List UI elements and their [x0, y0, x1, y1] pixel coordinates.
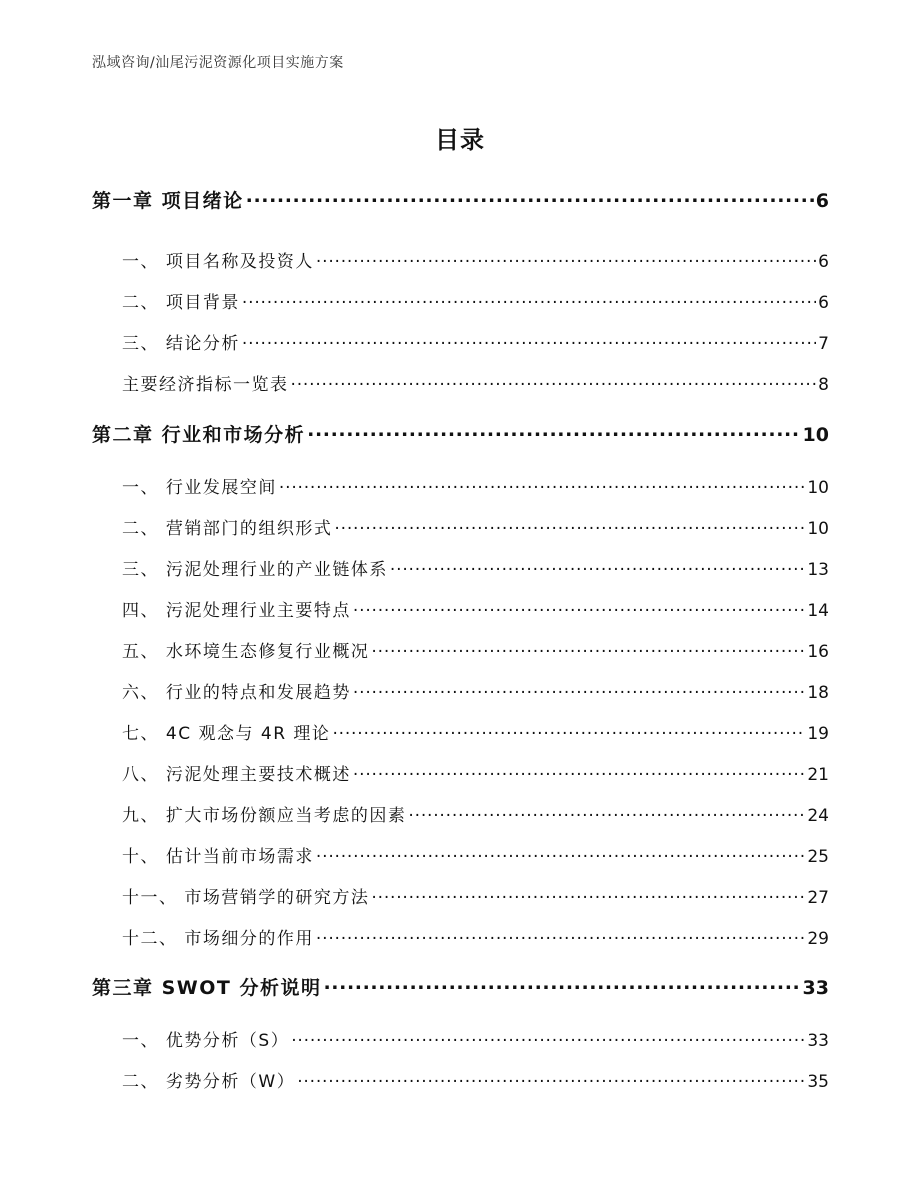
toc-entry-label: 三、 结论分析	[122, 334, 240, 354]
toc-leader-dots	[307, 420, 800, 441]
toc-entry-label: 第二章 行业和市场分析	[92, 424, 306, 446]
toc-page-number: 10	[802, 424, 829, 446]
toc-leader-dots	[316, 843, 805, 862]
toc-section[interactable]	[92, 596, 829, 621]
toc-leader-dots	[353, 597, 805, 616]
toc-leader-dots	[353, 761, 805, 780]
running-header: 泓域咨询/汕尾污泥资源化项目实施方案	[92, 55, 344, 71]
page-title: 目录	[435, 126, 485, 154]
toc-section[interactable]	[92, 370, 829, 395]
toc-entry-label: 十、 估计当前市场需求	[122, 847, 314, 867]
toc-chapter-1[interactable]	[92, 186, 829, 213]
toc-page-number: 7	[818, 334, 829, 354]
toc-leader-dots	[332, 720, 805, 739]
toc-page-number: 14	[807, 601, 829, 621]
toc-entry-label: 六、 行业的特点和发展趋势	[122, 683, 351, 703]
toc-page-number: 33	[802, 977, 829, 999]
toc-section[interactable]	[92, 637, 829, 662]
toc-leader-dots	[316, 925, 805, 944]
toc-page-number: 33	[807, 1031, 829, 1051]
toc-entry-label: 二、 项目背景	[122, 293, 240, 313]
toc-leader-dots	[291, 371, 817, 390]
toc-leader-dots	[371, 638, 805, 657]
toc-entry-label: 一、 行业发展空间	[122, 478, 277, 498]
toc-section[interactable]	[92, 719, 829, 744]
toc-page-number: 8	[818, 375, 829, 395]
toc-entry-label: 二、 营销部门的组织形式	[122, 519, 333, 539]
toc-leader-dots	[316, 248, 816, 267]
toc-section[interactable]	[92, 924, 829, 949]
toc-entry-label: 一、 优势分析（S）	[122, 1031, 290, 1051]
toc-page-number: 27	[807, 888, 829, 908]
toc-page-number: 29	[807, 929, 829, 949]
toc-section[interactable]	[92, 883, 829, 908]
toc-page-number: 6	[818, 293, 829, 313]
toc-page-number: 35	[807, 1072, 829, 1092]
toc-entry-label: 第一章 项目绪论	[92, 190, 244, 212]
toc-leader-dots	[408, 802, 805, 821]
toc-leader-dots	[246, 186, 814, 207]
toc-entry-label: 一、 项目名称及投资人	[122, 252, 314, 272]
toc-leader-dots	[242, 330, 816, 349]
toc-page-number: 24	[807, 806, 829, 826]
toc-leader-dots	[353, 679, 805, 698]
toc-chapter-2[interactable]	[92, 420, 829, 447]
toc-entry-label: 主要经济指标一览表	[122, 375, 289, 395]
toc-page-number: 18	[807, 683, 829, 703]
toc-section[interactable]	[92, 1026, 829, 1051]
toc-leader-dots	[279, 474, 805, 493]
toc-leader-dots	[242, 289, 816, 308]
toc-entry-label: 九、 扩大市场份额应当考虑的因素	[122, 806, 407, 826]
toc-leader-dots	[334, 515, 805, 534]
toc-leader-dots	[297, 1068, 805, 1087]
toc-section[interactable]	[92, 329, 829, 354]
toc-entry-label: 四、 污泥处理行业主要特点	[122, 601, 351, 621]
toc-leader-dots	[371, 884, 805, 903]
toc-section[interactable]	[92, 288, 829, 313]
toc-leader-dots	[390, 556, 805, 575]
toc-page-number: 10	[807, 478, 829, 498]
toc-section[interactable]	[92, 473, 829, 498]
toc-section[interactable]	[92, 678, 829, 703]
toc-entry-label: 七、 4C 观念与 4R 理论	[122, 724, 331, 744]
toc-leader-dots	[291, 1027, 805, 1046]
toc-entry-label: 第三章 SWOT 分析说明	[92, 977, 322, 999]
toc-page-number: 10	[807, 519, 829, 539]
toc-page-number: 25	[807, 847, 829, 867]
toc-entry-label: 五、 水环境生态修复行业概况	[122, 642, 370, 662]
toc-entry-label: 八、 污泥处理主要技术概述	[122, 765, 351, 785]
toc-page-number: 6	[818, 252, 829, 272]
toc-section[interactable]	[92, 247, 829, 272]
toc-chapter-3[interactable]	[92, 973, 829, 1000]
toc-entry-label: 三、 污泥处理行业的产业链体系	[122, 560, 388, 580]
toc-section[interactable]	[92, 760, 829, 785]
toc-entry-label: 十一、 市场营销学的研究方法	[122, 888, 370, 908]
toc-page-number: 6	[815, 190, 829, 212]
toc-page-number: 19	[807, 724, 829, 744]
toc-section[interactable]	[92, 842, 829, 867]
toc-leader-dots	[323, 973, 800, 994]
toc-entry-label: 二、 劣势分析（W）	[122, 1072, 296, 1092]
toc-page-number: 13	[807, 560, 829, 580]
toc-section[interactable]	[92, 555, 829, 580]
toc-page-number: 16	[807, 642, 829, 662]
toc-entry-label: 十二、 市场细分的作用	[122, 929, 314, 949]
toc-page-number: 21	[807, 765, 829, 785]
toc-section[interactable]	[92, 514, 829, 539]
toc-section[interactable]	[92, 1067, 829, 1092]
toc-section[interactable]	[92, 801, 829, 826]
